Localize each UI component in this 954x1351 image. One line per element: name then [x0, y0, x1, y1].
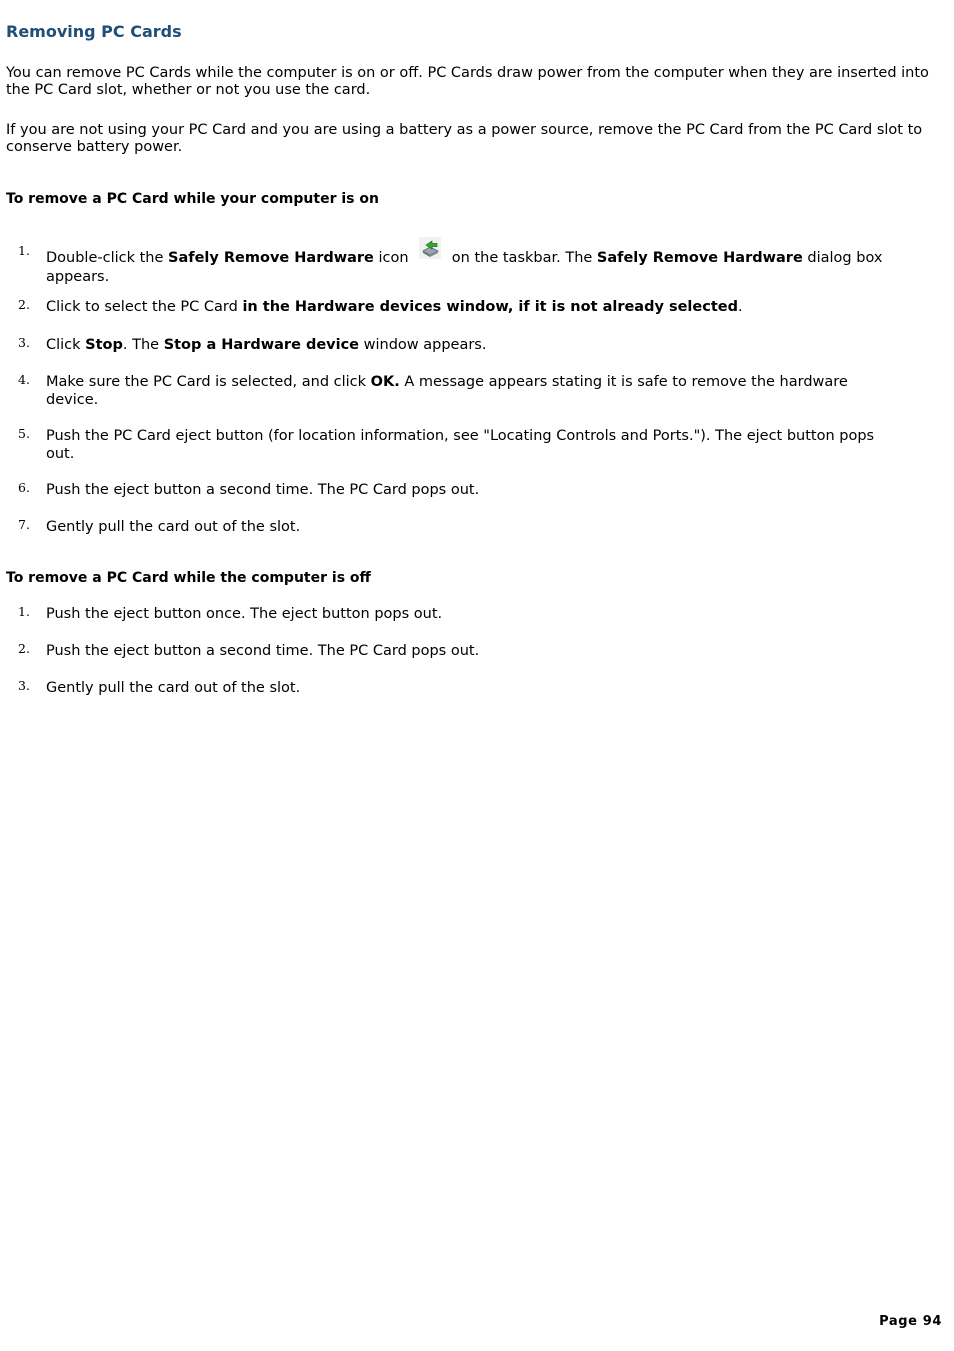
- step-text: Make sure the PC Card is selected, and click OK. A message appears stating it is safe to remove the hardware device.: [46, 374, 848, 408]
- step-number: 7.: [18, 517, 30, 532]
- step-number: 4.: [18, 372, 30, 387]
- section-heading-off: To remove a PC Card while the computer is off: [6, 570, 371, 586]
- step-text: Push the eject button a second time. The PC Card pops out.: [46, 482, 480, 498]
- step-number: 1.: [18, 604, 30, 619]
- step-text: Gently pull the card out of the slot.: [46, 680, 301, 696]
- step-number: 3.: [18, 678, 30, 693]
- safely-remove-hardware-icon: [418, 236, 442, 260]
- step-text: Push the eject button once. The eject button pops out.: [46, 606, 443, 622]
- step-text: Gently pull the card out of the slot.: [46, 519, 301, 535]
- step-number: 2.: [18, 297, 30, 312]
- step-text: Double-click the Safely Remove Hardware icon on the taskbar. The Safely Remove Hardware dialog box appears.: [46, 244, 901, 286]
- section-heading-on: To remove a PC Card while your computer is on: [6, 191, 379, 207]
- step-number: 1.: [18, 243, 30, 258]
- step-number: 2.: [18, 641, 30, 656]
- step-text: Push the PC Card eject button (for location information, see "Locating Controls and Ports."). The eject button pops out.: [46, 428, 875, 462]
- page-title: Removing PC Cards: [6, 22, 182, 41]
- step-text: Click to select the PC Card in the Hardware devices window, if it is not already selected.: [46, 299, 743, 315]
- step-number: 6.: [18, 480, 30, 495]
- step-text: Click Stop. The Stop a Hardware device window appears.: [46, 337, 487, 353]
- step-text: Push the eject button a second time. The PC Card pops out.: [46, 643, 480, 659]
- step-number: 3.: [18, 335, 30, 350]
- page-number: Page 94: [879, 1314, 942, 1329]
- intro-paragraph-1: You can remove PC Cards while the computer is on or off. PC Cards draw power from the computer when they are inserted into the PC Card slot, whether or not you use the card.: [6, 65, 929, 98]
- step-number: 5.: [18, 426, 30, 441]
- intro-paragraph-2: If you are not using your PC Card and you are using a battery as a power source, remove the PC Card from the PC Card slot to conserve battery power.: [6, 122, 923, 155]
